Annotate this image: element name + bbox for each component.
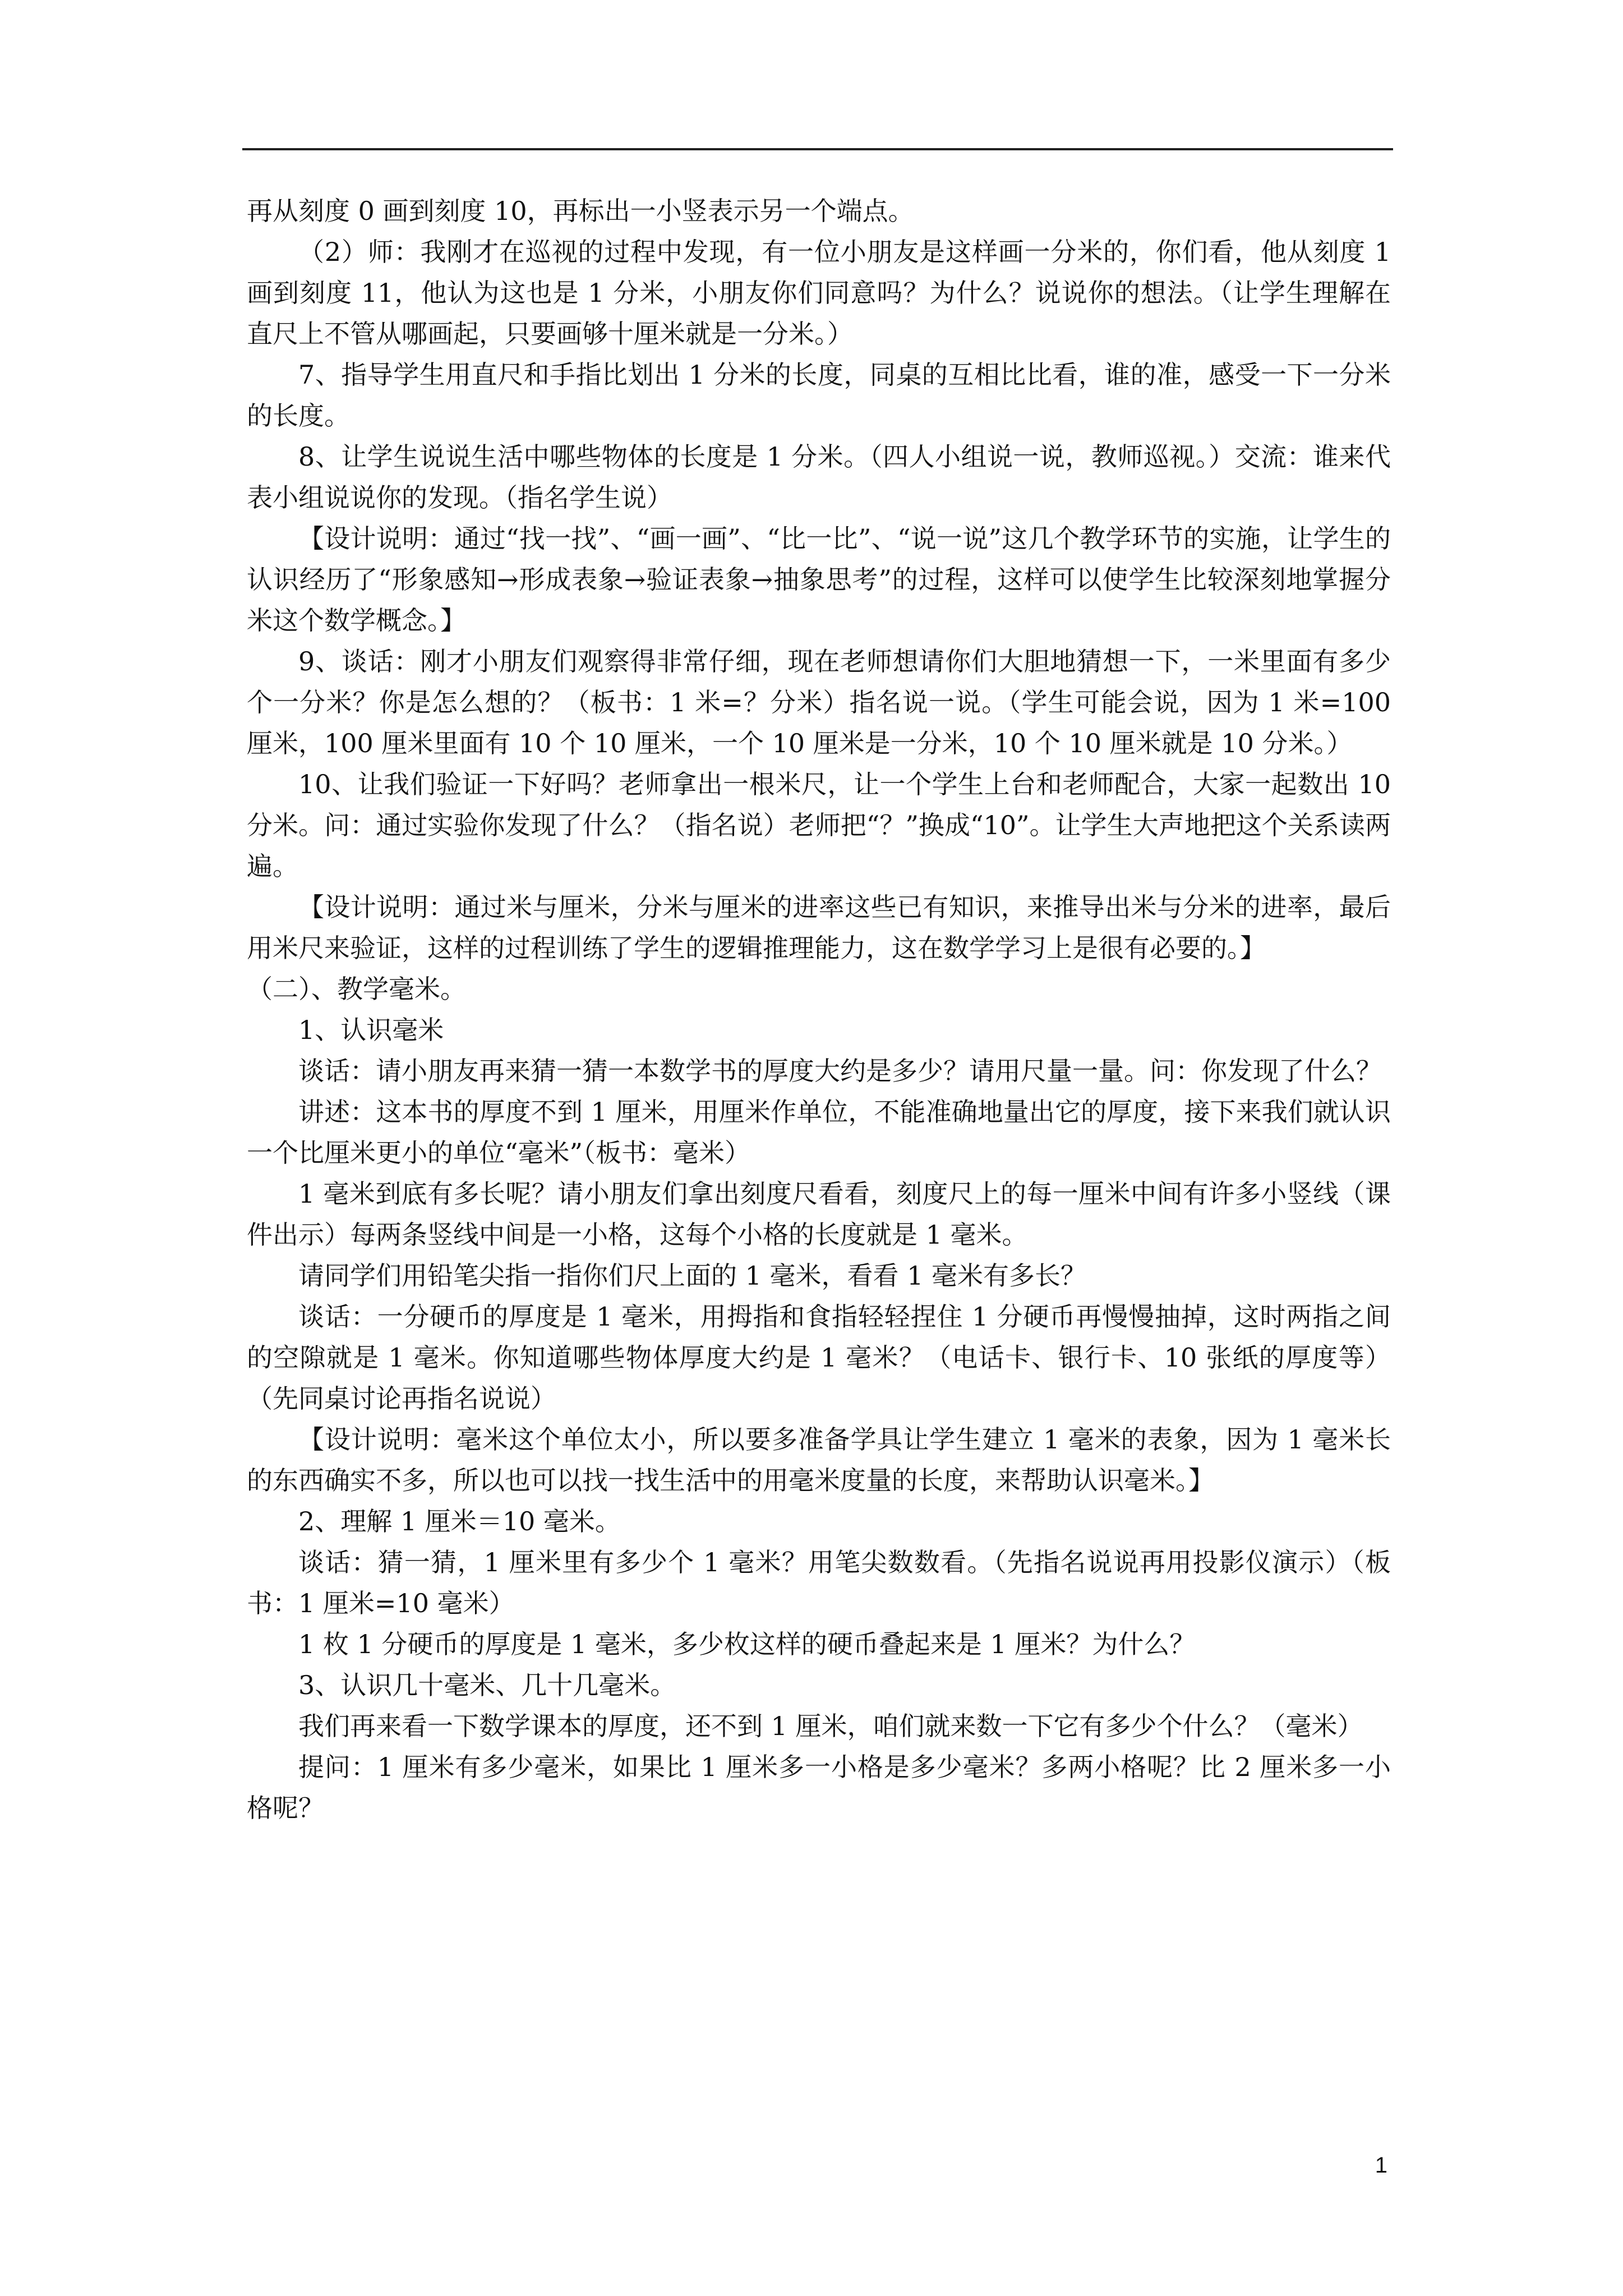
paragraph-6: 9、谈话：刚才小朋友们观察得非常仔细，现在老师想请你们大胆地猜想一下，一米里面有多少个一分米？你是怎么想的？（板书：1 米=？分米）指名说一说。（学生可能会说，因为 1 米=100 厘米，100 厘米里面有 10 个 10 厘米，一个 10 厘米是一分米，10 个 10 厘米就是 10 分米。） xyxy=(247,646,1391,758)
design-note-2: 【设计说明：通过米与厘米，分米与厘米的进率这些已有知识，来推导出米与分米的进率，最后用米尺来验证，这样的过程训练了学生的逻辑推理能力，这在数学学习上是很有必要的。】 xyxy=(247,892,1391,963)
paragraph-7: 10、让我们验证一下好吗？老师拿出一根米尺，让一个学生上台和老师配合，大家一起数出 10 分米。问：通过实验你发现了什么？（指名说）老师把“？”换成“10”。让学生大声地把这个关系读两遍。 xyxy=(247,769,1391,881)
page-number: 1 xyxy=(1375,2153,1387,2178)
section-heading-mm: （二）、教学毫米。 xyxy=(247,974,466,1004)
paragraph-22: 提问：1 厘米有多少毫米，如果比 1 厘米多一小格是多少毫米？多两小格呢？比 2 厘米多一小格呢？ xyxy=(247,1752,1391,1823)
paragraph-21: 我们再来看一下数学课本的厚度，还不到 1 厘米，咱们就来数一下它有多少个什么？（毫米） xyxy=(298,1711,1363,1741)
paragraph-14: 请同学们用铅笔尖指一指你们尺上面的 1 毫米，看看 1 毫米有多长？ xyxy=(298,1260,1087,1291)
paragraph-2: （2）师：我刚才在巡视的过程中发现，有一位小朋友是这样画一分米的，你们看，他从刻度 1 画到刻度 11，他认为这也是 1 分米，小朋友你们同意吗？为什么？说说你的想法。（让学生理解在直尺上不管从哪画起，只要画够十厘米就是一分米。） xyxy=(247,237,1391,349)
paragraph-15: 谈话：一分硬币的厚度是 1 毫米，用拇指和食指轻轻捏住 1 分硬币再慢慢抽掉，这时两指之间的空隙就是 1 毫米。你知道哪些物体厚度大约是 1 毫米？（电话卡、银行卡、10 张纸的厚度等）（先同桌讨论再指名说说） xyxy=(247,1301,1391,1414)
paragraph-12: 讲述：这本书的厚度不到 1 厘米，用厘米作单位，不能准确地量出它的厚度，接下来我们就认识一个比厘米更小的单位“毫米”（板书：毫米） xyxy=(247,1097,1391,1168)
paragraph-19: 1 枚 1 分硬币的厚度是 1 毫米，多少枚这样的硬币叠起来是 1 厘米？为什么？ xyxy=(298,1629,1196,1659)
paragraph-13: 1 毫米到底有多长呢？请小朋友们拿出刻度尺看看，刻度尺上的每一厘米中间有许多小竖线（课件出示）每两条竖线中间是一小格，这每个小格的长度就是 1 毫米。 xyxy=(247,1179,1391,1250)
paragraph-1: 再从刻度 0 画到刻度 10，再标出一小竖表示另一个端点。 xyxy=(247,196,914,226)
paragraph-11: 谈话：请小朋友再来猜一猜一本数学书的厚度大约是多少？请用尺量一量。问：你发现了什么？ xyxy=(298,1056,1382,1086)
header-rule xyxy=(242,148,1393,150)
paragraph-4: 8、让学生说说生活中哪些物体的长度是 1 分米。（四人小组说一说，教师巡视。）交流：谁来代表小组说说你的发现。（指名学生说） xyxy=(247,441,1391,513)
paragraph-3: 7、指导学生用直尺和手指比划出 1 分米的长度，同桌的互相比比看，谁的准，感受一下一分米的长度。 xyxy=(247,360,1391,431)
subheading-1: 1、认识毫米 xyxy=(298,1015,444,1045)
document-body xyxy=(247,191,1391,1829)
paragraph-18: 谈话：猜一猜，1 厘米里有多少个 1 毫米？用笔尖数数看。（先指名说说再用投影仪演示）（板书：1 厘米=10 毫米） xyxy=(247,1547,1391,1618)
design-note-3: 【设计说明：毫米这个单位太小，所以要多准备学具让学生建立 1 毫米的表象，因为 1 毫米长的东西确实不多，所以也可以找一找生活中的用毫米度量的长度，来帮助认识毫米。】 xyxy=(247,1424,1391,1496)
subheading-3: 3、认识几十毫米、几十几毫米。 xyxy=(298,1670,676,1700)
design-note-1: 【设计说明：通过“找一找”、“画一画”、“比一比”、“说一说”这几个教学环节的实施，让学生的认识经历了“形象感知→形成表象→验证表象→抽象思考”的过程，这样可以使学生比较深刻地掌握分米这个数学概念。】 xyxy=(247,523,1391,636)
subheading-2: 2、理解 1 厘米＝10 毫米。 xyxy=(298,1506,621,1536)
